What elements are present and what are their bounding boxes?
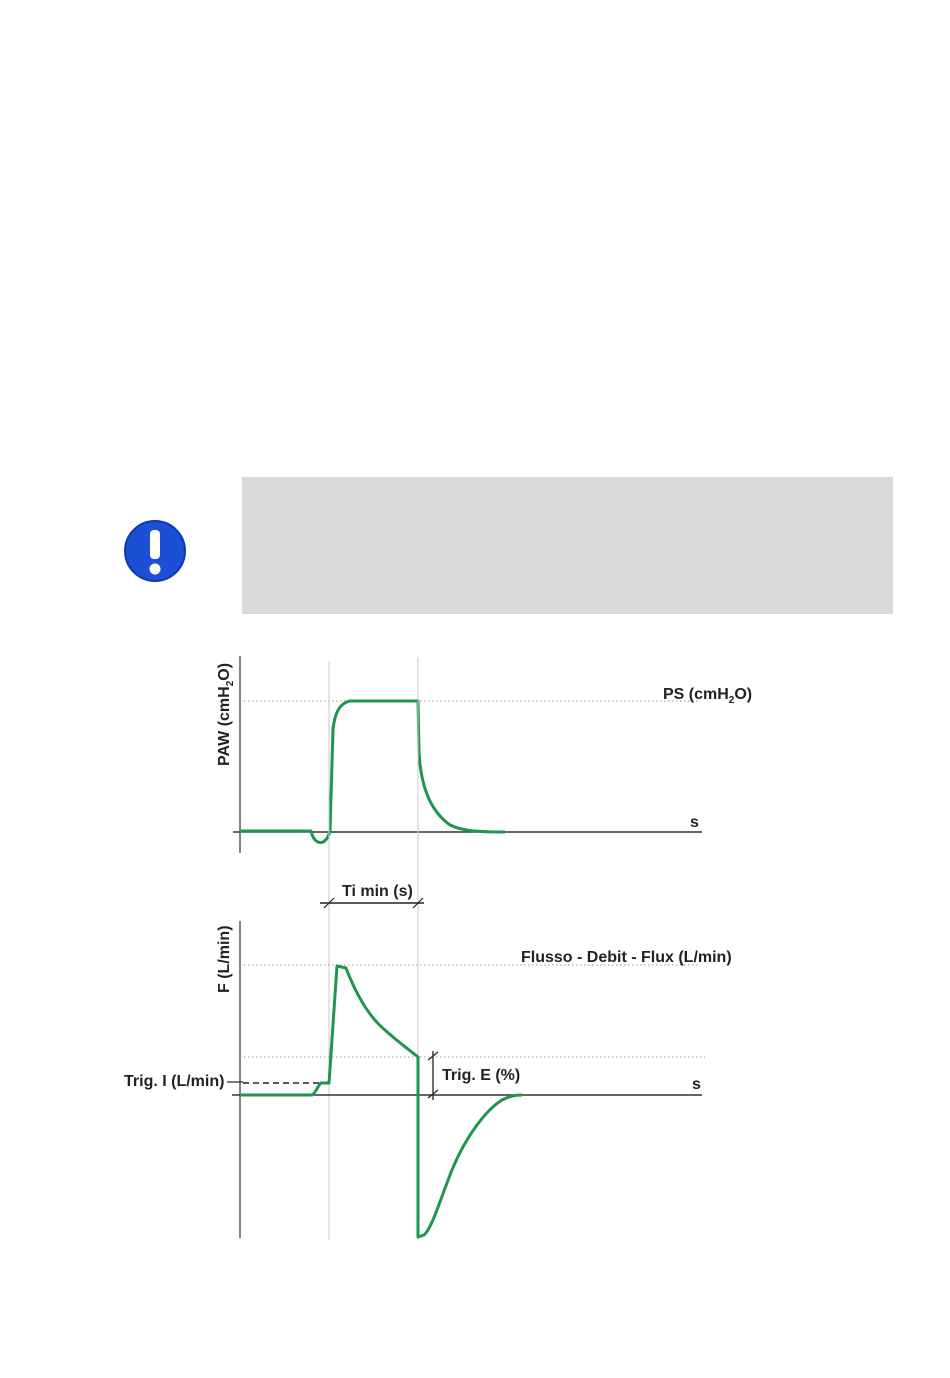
ti-min-marker bbox=[320, 883, 424, 908]
pressure-y-label: PAW (cmH$_2$O) bbox=[216, 662, 236, 766]
trig-e-label: Trig. E (%) bbox=[442, 1067, 521, 1084]
flow-peak-label: Flusso - Debit - Flux (L/min) bbox=[521, 949, 732, 966]
pressure-chart bbox=[216, 656, 752, 853]
flow-time-label: s bbox=[692, 1076, 701, 1093]
pressure-time-label: s bbox=[690, 814, 699, 831]
flow-chart bbox=[124, 921, 732, 1238]
ps-level-label: PS (cmH$_2$O) bbox=[663, 686, 753, 706]
ti-min-label: Ti min (s) bbox=[342, 883, 413, 900]
flow-y-label: F (L/min) bbox=[216, 925, 233, 993]
pressure-curve bbox=[240, 701, 505, 843]
trig-e-marker bbox=[428, 1051, 520, 1100]
flow-curve bbox=[240, 966, 522, 1237]
trig-i-label: Trig. I (L/min) bbox=[124, 1073, 225, 1090]
